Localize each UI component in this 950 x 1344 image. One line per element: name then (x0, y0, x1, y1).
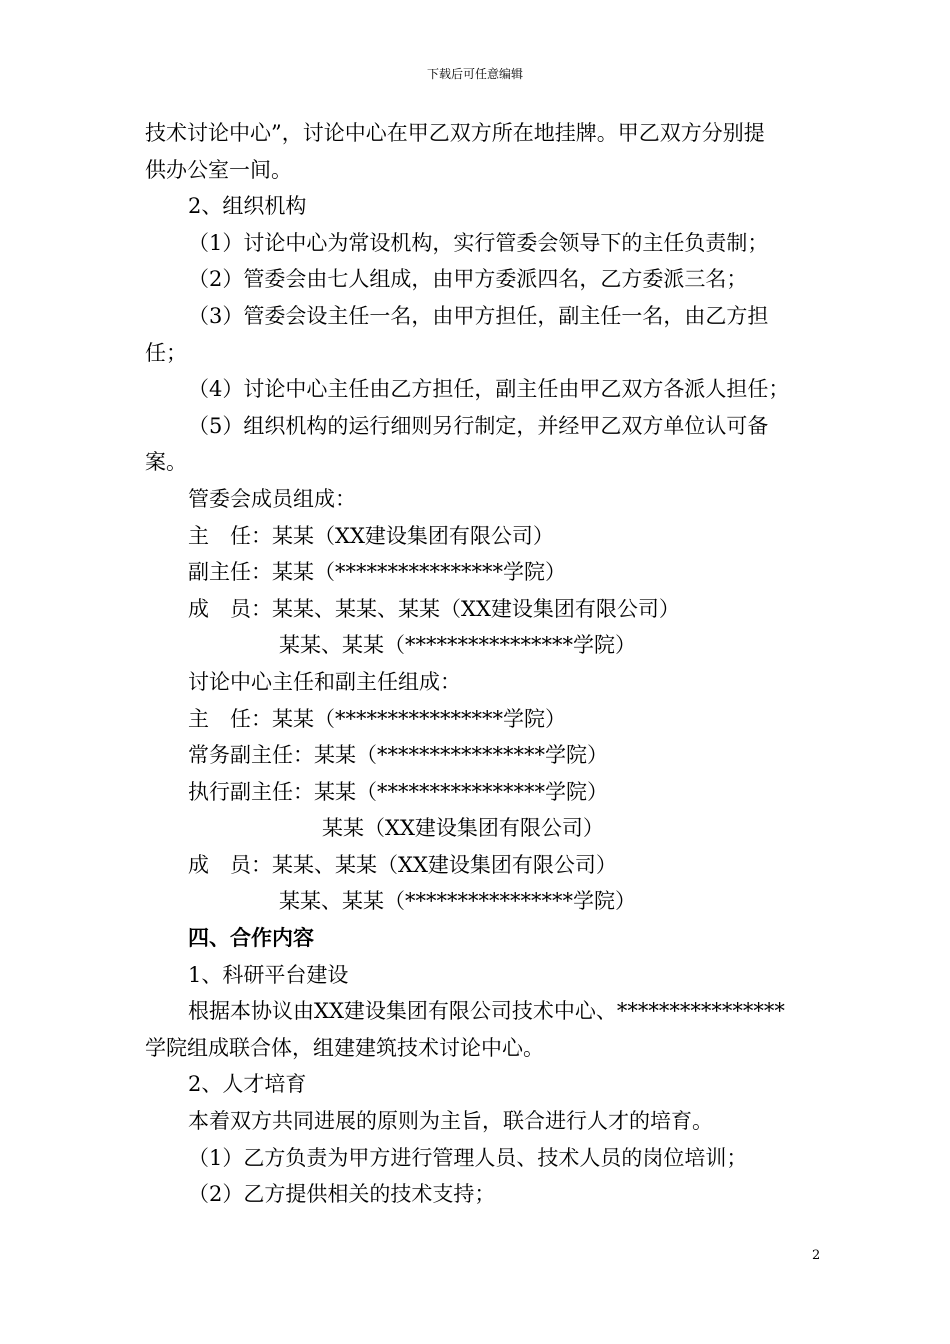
member-row-continuation: 某某、某某（****************学院） (279, 633, 636, 658)
page-header: 下载后可任意编辑 (426, 67, 523, 81)
page-number: 2 (812, 1248, 821, 1263)
member-row: 执行副主任：某某（****************学院） (188, 779, 608, 804)
section-heading: 2、组织机构 (188, 194, 307, 219)
member-row: 主 任：某某（****************学院） (188, 706, 566, 731)
paragraph-line: 学院组成联合体，组建建筑技术讨论中心。 (145, 1035, 544, 1060)
chapter-heading: 四、合作内容 (188, 925, 314, 951)
member-row-continuation: 某某、某某（****************学院） (279, 889, 636, 914)
list-item-continuation: 案。 (145, 450, 187, 475)
member-row: 常务副主任：某某（****************学院） (188, 743, 608, 768)
list-item: （5）组织机构的运行细则另行制定，并经甲乙双方单位认可备 (188, 413, 769, 438)
list-item: （2）管委会由七人组成，由甲方委派四名，乙方委派三名； (188, 267, 748, 292)
list-item: （1）讨论中心为常设机构，实行管委会领导下的主任负责制； (188, 230, 769, 255)
paragraph-line: 供办公室一间。 (145, 157, 292, 182)
member-row-continuation: 某某（XX建设集团有限公司） (322, 816, 604, 841)
section-heading: 2、人才培育 (188, 1072, 307, 1097)
member-row: 主 任：某某（XX建设集团有限公司） (188, 523, 554, 548)
member-group-label: 讨论中心主任和副主任组成： (188, 669, 461, 694)
document-body (145, 115, 825, 1213)
list-item: （3）管委会设主任一名，由甲方担任，副主任一名，由乙方担 (188, 303, 769, 328)
member-row: 成 员：某某、某某（XX建设集团有限公司） (188, 852, 617, 877)
list-item: （4）讨论中心主任由乙方担任，副主任由甲乙双方各派人担任； (188, 377, 790, 402)
list-item: （1）乙方负责为甲方进行管理人员、技术人员的岗位培训； (188, 1145, 748, 1170)
paragraph-line: 技术讨论中心”，讨论中心在甲乙双方所在地挂牌。甲乙双方分别提 (145, 121, 765, 145)
member-row: 成 员：某某、某某、某某（XX建设集团有限公司） (188, 596, 680, 621)
paragraph-line: 根据本协议由XX建设集团有限公司技术中心、**************** (188, 999, 785, 1024)
section-heading: 1、科研平台建设 (188, 962, 349, 987)
member-row: 副主任：某某（****************学院） (188, 560, 566, 585)
list-item: （2）乙方提供相关的技术支持； (188, 1182, 496, 1207)
paragraph-line: 本着双方共同进展的原则为主旨，联合进行人才的培育。 (188, 1109, 713, 1134)
list-item-continuation: 任； (145, 340, 187, 365)
member-group-label: 管委会成员组成： (188, 486, 356, 511)
